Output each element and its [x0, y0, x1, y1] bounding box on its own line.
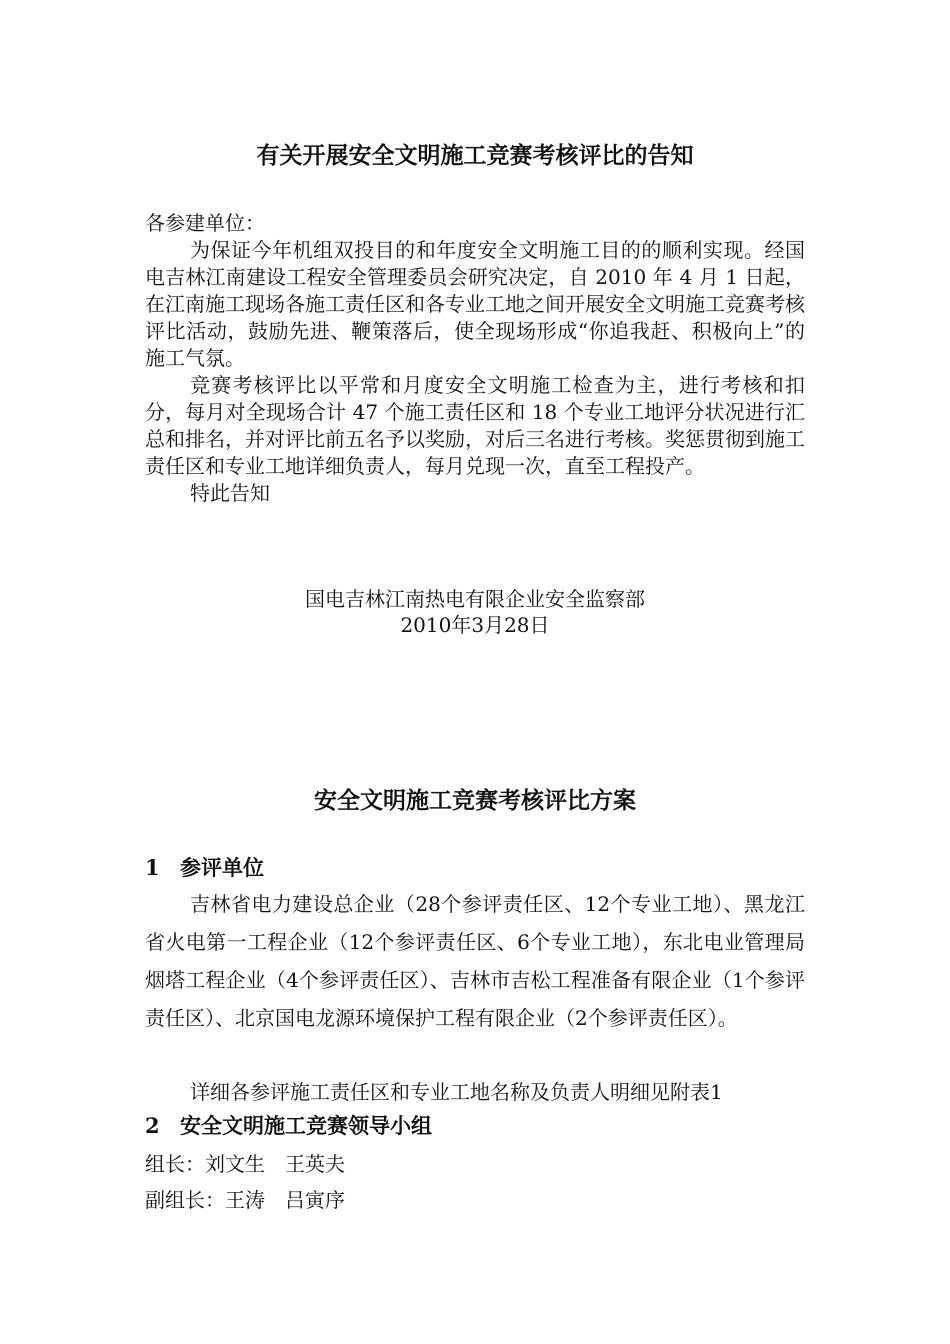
section-1-text: 吉林省电力建设总企业（28个参评责任区、12个专业工地）、黑龙江省火电第一工程企业（12个参评责任区、6个专业工地），东北电业管理局烟塔工程企业（4个参评责任区）、吉林市吉松工程准备有限企业（1个参评责任区）、北京国电龙源环境保护工程有限企业（2个参评责任区）。	[145, 892, 805, 1030]
notice-closing: 特此告知	[190, 481, 270, 505]
leader-label: 组长：	[145, 1152, 205, 1176]
leader-name-1: 刘文生	[205, 1152, 265, 1176]
deputy-name-1: 王涛	[225, 1188, 265, 1212]
leader-name-2: 王英夫	[285, 1152, 345, 1176]
notice-title: 有关开展安全文明施工竞赛考核评比的告知	[256, 142, 694, 169]
plan-title: 安全文明施工竞赛考核评比方案	[314, 787, 636, 814]
deputy-line	[145, 1184, 345, 1213]
section-2-number: 2	[145, 1113, 160, 1138]
section-2-heading	[145, 1110, 432, 1140]
notice-body	[145, 210, 805, 507]
section-1-title: 参评单位	[180, 855, 264, 880]
section-1-heading	[145, 852, 264, 882]
notice-paragraph-2: 竞赛考核评比以平常和月度安全文明施工检查为主，进行考核和扣分，每月对全现场合计 47 个施工责任区和 18 个专业工地评分状况进行汇总和排名，并对评比前五名予以奖励，对后三名进行考核。奖惩贯彻到施工责任区和专业工地详细负责人，每月兑现一次，直至工程投产。	[145, 373, 805, 478]
section-1-number: 1	[145, 855, 160, 880]
signature-date: 2010年3月28日	[400, 613, 550, 637]
notice-paragraph-1: 为保证今年机组双投目的和年度安全文明施工目的的顺利实现。经国电吉林江南建设工程安全管理委员会研究决定，自 2010 年 4 月 1 日起，在江南施工现场各施工责任区和各专业工地之间开展安全文明施工竞赛考核评比活动，鼓励先进、鞭策落后，使全现场形成“你追我赶、积极向上”的施工气氛。	[145, 238, 805, 370]
section-2-title: 安全文明施工竞赛领导小组	[180, 1113, 432, 1138]
deputy-label: 副组长：	[145, 1188, 225, 1212]
section-1-note: 详细各参评施工责任区和专业工地名称及负责人明细见附表1	[190, 1080, 723, 1104]
salutation: 各参建单位：	[145, 211, 265, 235]
deputy-name-2: 吕寅序	[285, 1188, 345, 1212]
leader-line	[145, 1148, 345, 1177]
signature-org: 国电吉林江南热电有限企业安全监察部	[305, 587, 645, 611]
